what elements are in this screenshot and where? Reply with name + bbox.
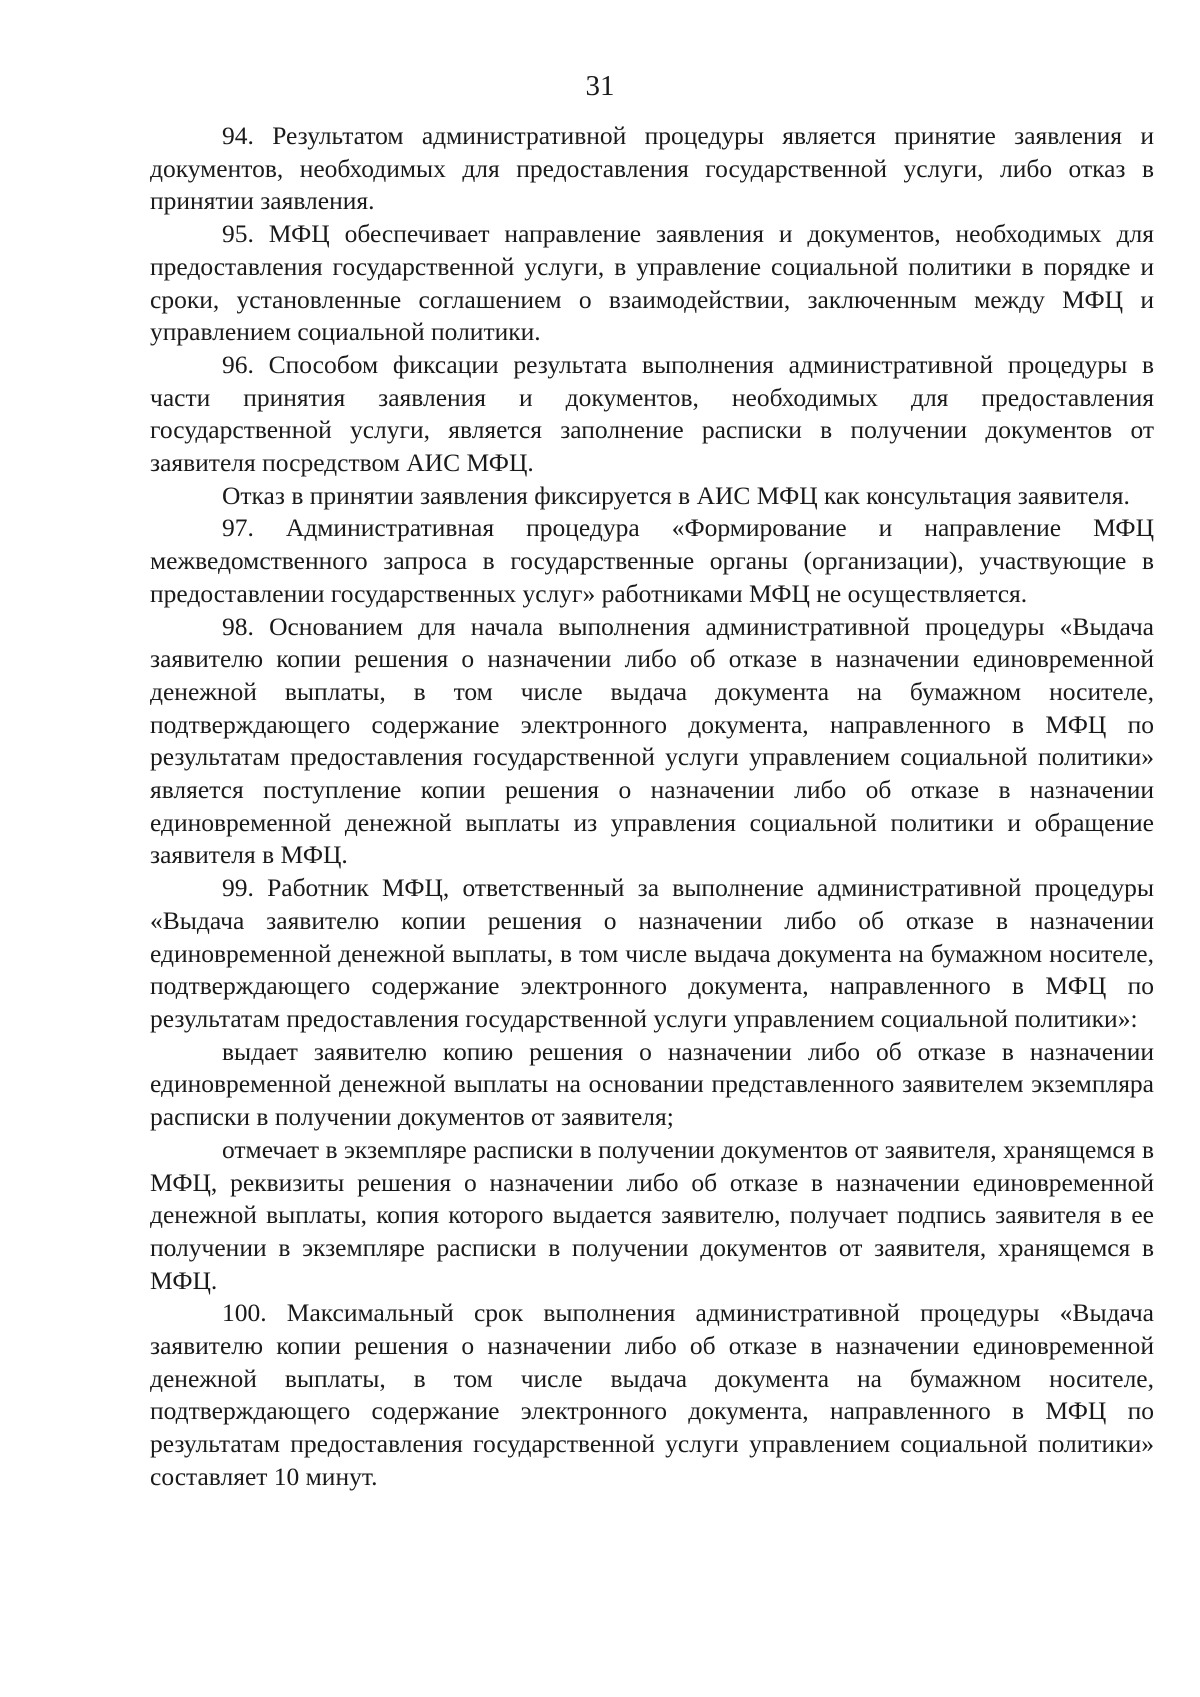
page-number: 31 [585,70,615,102]
paragraph-99: 99. Работник МФЦ, ответственный за выполнение административной процедуры «Выдача заявителю копии решения о назначении либо об отказе в назначении единовременной денежной выплаты, в том числе выдача документа на бумажном носителе, подтверждающего содержание электронного документа, направленного в МФЦ по результатам предоставления государственной услуги управлением социальной политики»: [150,873,1154,1033]
paragraph-99-item-issue-copy: выдает заявителю копию решения о назначении либо об отказе в назначении единовременной денежной выплаты на основании представленного заявителем экземпляра расписки в получении документов от заявителя; [150,1036,1154,1132]
document-body [150,120,1154,1494]
paragraph-99-item-record-receipt: отмечает в экземпляре расписки в получении документов от заявителя, хранящемся в МФЦ, реквизиты решения о назначении либо об отказе в назначении единовременной денежной выплаты, копия которого выдается заявителю, получает подпись заявителя в ее получении в экземпляре расписки в получении документов от заявителя, хранящемся в МФЦ. [150,1134,1154,1295]
paragraph-95: 95. МФЦ обеспечивает направление заявления и документов, необходимых для предоставления государственной услуги, в управление социальной политики в порядке и сроки, установленные соглашением о взаимодействии, заключенным между МФЦ и управлением социальной политики. [150,219,1154,347]
paragraph-96-refusal-note: Отказ в принятии заявления фиксируется в АИС МФЦ как консультация заявителя. [222,480,1130,510]
paragraph-98: 98. Основанием для начала выполнения административной процедуры «Выдача заявителю копии решения о назначении либо об отказе в назначении единовременной денежной выплаты, в том числе выдача документа на бумажном носителе, подтверждающего содержание электронного документа, направленного в МФЦ по результатам предоставления государственной услуги управлением социальной политики» является поступление копии решения о назначении либо об отказе в назначении единовременной денежной выплаты из управления социальной политики и обращение заявителя в МФЦ. [150,611,1154,870]
paragraph-97: 97. Административная процедура «Формирование и направление МФЦ межведомственного запроса в государственные органы (организации), участвующие в предоставлении государственных услуг» работниками МФЦ не осуществляется. [150,513,1154,608]
paragraph-96: 96. Способом фиксации результата выполнения административной процедуры в части принятия заявления и документов, необходимых для предоставления государственной услуги, является заполнение расписки в получении документов от заявителя посредством АИС МФЦ. [150,349,1154,478]
paragraph-94: 94. Результатом административной процедуры является принятие заявления и документов, необходимых для предоставления государственной услуги, либо отказ в принятии заявления. [150,121,1154,216]
paragraph-100: 100. Максимальный срок выполнения административной процедуры «Выдача заявителю копии решения о назначении либо об отказе в назначении единовременной денежной выплаты, в том числе выдача документа на бумажном носителе, подтверждающего содержание электронного документа, направленного в МФЦ по результатам предоставления государственной услуги управлением социальной политики» составляет 10 минут. [150,1298,1154,1491]
